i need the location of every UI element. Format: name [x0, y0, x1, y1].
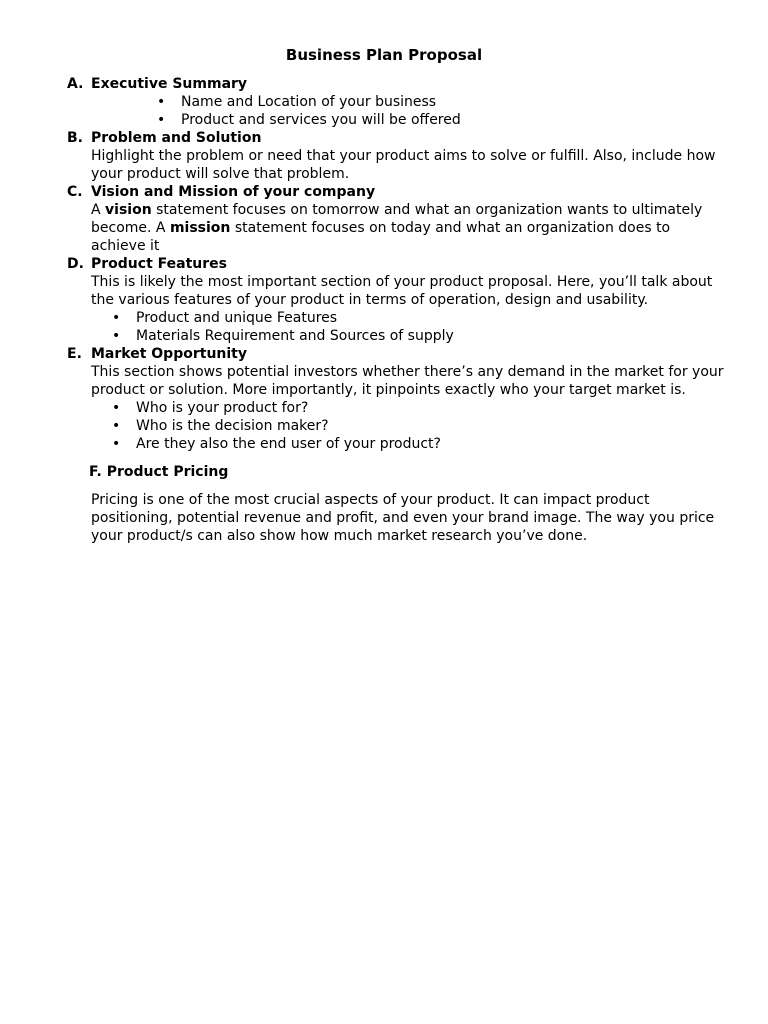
list-item: • Who is the decision maker? [91, 417, 728, 435]
vision-term: vision [105, 202, 152, 218]
body-text: A [91, 202, 106, 218]
section-heading: Problem and Solution [91, 130, 262, 146]
body-text: statement focuses on today and what an organization does to achieve it [91, 220, 671, 254]
section-letter: E. [67, 346, 82, 362]
section-heading: Market Opportunity [91, 346, 247, 362]
section-executive-summary [0, 75, 768, 129]
section-letter: B. [67, 130, 83, 146]
body-text: statement focuses on tomorrow and what an organization wants to ultimately become. A [91, 202, 703, 236]
bullet-list [91, 399, 728, 453]
section-product-features [0, 255, 768, 345]
sections-list [0, 75, 768, 545]
list-item: • Product and unique Features [91, 309, 728, 327]
section-heading: F. Product Pricing [89, 464, 229, 480]
section-letter: D. [67, 256, 84, 272]
bullet-list [91, 93, 728, 129]
list-item: • Are they also the end user of your product? [91, 435, 728, 453]
section-letter: C. [67, 184, 83, 200]
section-market-opportunity [0, 345, 768, 453]
section-body: Highlight the problem or need that your product aims to solve or fulfill. Also, include how your product will solve that problem. [91, 148, 716, 182]
list-item: • Product and services you will be offered [91, 111, 728, 129]
mission-term: mission [169, 220, 231, 236]
section-body [91, 201, 728, 255]
section-body: Pricing is one of the most crucial aspects of your product. It can impact product positioning, potential revenue and profit, and even your brand image. The way you price your product/s can also show how much market research you’ve done. [91, 492, 715, 544]
section-heading: Vision and Mission of your company [91, 184, 376, 200]
section-heading: Executive Summary [91, 76, 248, 92]
section-product-pricing [0, 463, 768, 545]
section-vision-mission [0, 183, 768, 255]
section-heading: Product Features [91, 256, 227, 272]
section-body: This section shows potential investors whether there’s any demand in the market for your product or solution. More importantly, it pinpoints exactly who your target market is. [91, 364, 724, 398]
section-problem-solution [0, 129, 768, 183]
list-item: • Materials Requirement and Sources of supply [91, 327, 728, 345]
document-title: Business Plan Proposal [285, 46, 483, 64]
list-item: • Who is your product for? [91, 399, 728, 417]
bullet-list [91, 309, 728, 345]
section-body: This is likely the most important section of your product proposal. Here, you’ll talk about the various features of your product in terms of operation, design and usability. [91, 274, 713, 308]
list-item: • Name and Location of your business [91, 93, 728, 111]
section-letter: A. [67, 76, 84, 92]
